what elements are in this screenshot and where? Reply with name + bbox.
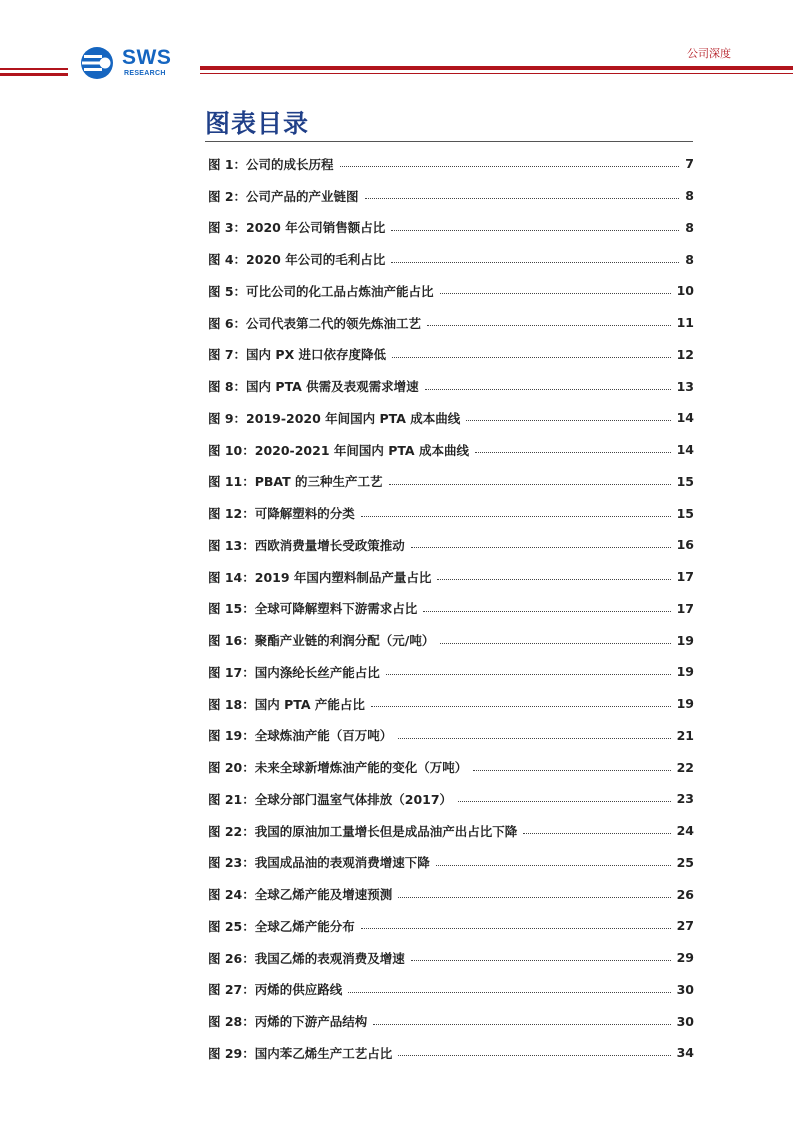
dot-leader [386, 660, 671, 675]
dot-leader [361, 914, 671, 929]
toc-entry-page-number: 11 [676, 315, 694, 331]
toc-entry-page-number: 30 [676, 981, 694, 997]
toc-entry-label: 图 8：国内 PTA 供需及表观需求增速 [208, 379, 419, 395]
toc-entry[interactable] [208, 783, 694, 815]
dot-leader [425, 375, 671, 390]
toc-entry-page-number: 19 [676, 632, 694, 648]
dot-leader [427, 311, 671, 326]
toc-entry-label: 图 13：西欧消费量增长受政策推动 [208, 537, 405, 553]
logo-subtext: RESEARCH [124, 70, 166, 77]
toc-entry-page-number: 8 [685, 188, 694, 204]
toc-entry-page-number: 25 [676, 854, 694, 870]
dot-leader [423, 597, 670, 612]
dot-leader [437, 565, 670, 580]
toc-entry-page-number: 10 [676, 283, 694, 299]
toc-entry-page-number: 8 [685, 251, 694, 267]
toc-entry[interactable] [208, 307, 694, 339]
toc-entry[interactable] [208, 847, 694, 879]
toc-entry-label: 图 18：国内 PTA 产能占比 [208, 696, 365, 712]
toc-entry-page-number: 24 [676, 823, 694, 839]
toc-entry[interactable] [208, 720, 694, 752]
toc-entry-label: 图 5：可比公司的化工品占炼油产能占比 [208, 283, 434, 299]
toc-entry[interactable] [208, 339, 694, 371]
toc-entry-label: 图 27：丙烯的供应路线 [208, 982, 343, 998]
page-title: 图表目录 [205, 109, 310, 138]
toc-entry-page-number: 12 [676, 346, 694, 362]
toc-entry-page-number: 17 [676, 600, 694, 616]
dot-leader [436, 851, 671, 866]
toc-entry-label: 图 1：公司的成长历程 [208, 156, 334, 172]
toc-entry[interactable] [208, 910, 694, 942]
toc-entry-label: 图 9：2019-2020 年间国内 PTA 成本曲线 [208, 410, 461, 426]
dot-leader [391, 216, 679, 231]
header-rule-right [200, 66, 793, 70]
toc-entry[interactable] [208, 974, 694, 1006]
dot-leader [473, 756, 670, 771]
dot-leader [458, 787, 671, 802]
dot-leader [440, 629, 670, 644]
toc-entry[interactable] [208, 275, 694, 307]
header-rule-left-thin [0, 73, 68, 76]
dot-leader [411, 533, 671, 548]
toc-entry-page-number: 21 [676, 727, 694, 743]
toc-entry[interactable] [208, 815, 694, 847]
toc-entry-label: 图 4：2020 年公司的毛利占比 [208, 252, 386, 268]
dot-leader [398, 1041, 670, 1056]
toc-entry-label: 图 15：全球可降解塑料下游需求占比 [208, 601, 418, 617]
toc-entry[interactable] [208, 1005, 694, 1037]
toc-entry-page-number: 23 [676, 791, 694, 807]
toc-entry-label: 图 17：国内涤纶长丝产能占比 [208, 664, 380, 680]
toc-entry-page-number: 15 [676, 473, 694, 489]
dot-leader [361, 502, 671, 517]
toc-entry[interactable] [208, 212, 694, 244]
toc-entry[interactable] [208, 1037, 694, 1069]
toc-entry-label: 图 19：全球炼油产能（百万吨） [208, 728, 393, 744]
toc-entry-page-number: 7 [685, 156, 694, 172]
toc-entry-page-number: 14 [676, 442, 694, 458]
toc-entry-label: 图 24：全球乙烯产能及增速预测 [208, 887, 393, 903]
toc-entry-label: 图 25：全球乙烯产能分布 [208, 918, 355, 934]
dot-leader [523, 819, 670, 834]
dot-leader [373, 1010, 670, 1025]
toc-entry-label: 图 21：全球分部门温室气体排放（2017） [208, 791, 453, 807]
toc-entry-label: 图 22：我国的原油加工量增长但是成品油产出占比下降 [208, 823, 518, 839]
toc-entry[interactable] [208, 466, 694, 498]
header-rule-right-thin [200, 73, 793, 74]
toc-entry[interactable] [208, 434, 694, 466]
toc-entry-page-number: 14 [676, 410, 694, 426]
toc-entry[interactable] [208, 942, 694, 974]
toc-entry-label: 图 2：公司产品的产业链图 [208, 188, 359, 204]
toc-entry[interactable] [208, 370, 694, 402]
toc-entry-page-number: 30 [676, 1013, 694, 1029]
toc-entry[interactable] [208, 497, 694, 529]
toc-entry[interactable] [208, 402, 694, 434]
toc-entry[interactable] [208, 688, 694, 720]
dot-leader [398, 724, 670, 739]
toc-entry-label: 图 26：我国乙烯的表观消费及增速 [208, 950, 405, 966]
dot-leader [466, 406, 670, 421]
dot-leader [365, 184, 680, 199]
toc-entry-page-number: 34 [676, 1045, 694, 1061]
toc-entry-page-number: 17 [676, 569, 694, 585]
toc-entry-page-number: 15 [676, 505, 694, 521]
toc-entry[interactable] [208, 243, 694, 275]
toc-entry-page-number: 26 [676, 886, 694, 902]
toc-entry-label: 图 11：PBAT 的三种生产工艺 [208, 474, 383, 490]
toc-entry-label: 图 7：国内 PX 进口依存度降低 [208, 347, 387, 363]
document-type-label: 公司深度 [687, 47, 731, 60]
toc-entry-label: 图 14：2019 年国内塑料制品产量占比 [208, 569, 432, 585]
toc-entry-page-number: 27 [676, 918, 694, 934]
sws-logo [80, 46, 190, 84]
dot-leader [398, 883, 670, 898]
toc-entry[interactable] [208, 878, 694, 910]
toc-entry-label: 图 6：公司代表第二代的领先炼油工艺 [208, 315, 422, 331]
dot-leader [340, 152, 680, 167]
toc-entry-page-number: 19 [676, 696, 694, 712]
toc-entry[interactable] [208, 561, 694, 593]
toc-entry-page-number: 16 [676, 537, 694, 553]
toc-entry-label: 图 12：可降解塑料的分类 [208, 506, 355, 522]
toc-entry-label: 图 10：2020-2021 年间国内 PTA 成本曲线 [208, 442, 469, 458]
toc-entry[interactable] [208, 751, 694, 783]
table-of-figures [208, 148, 694, 1069]
toc-entry-page-number: 22 [676, 759, 694, 775]
dot-leader [440, 279, 671, 294]
toc-entry-label: 图 20：未来全球新增炼油产能的变化（万吨） [208, 760, 468, 776]
toc-entry[interactable] [208, 180, 694, 212]
toc-entry[interactable] [208, 656, 694, 688]
toc-entry[interactable] [208, 624, 694, 656]
toc-entry[interactable] [208, 593, 694, 625]
toc-entry[interactable] [208, 529, 694, 561]
toc-entry-page-number: 8 [685, 219, 694, 235]
toc-entry-page-number: 13 [676, 378, 694, 394]
sws-logo-icon [80, 46, 114, 80]
dot-leader [371, 692, 671, 707]
dot-leader [392, 343, 671, 358]
toc-entry-label: 图 23：我国成品油的表观消费增速下降 [208, 855, 430, 871]
toc-entry-label: 图 3：2020 年公司销售额占比 [208, 220, 386, 236]
toc-entry-page-number: 29 [676, 950, 694, 966]
dot-leader [475, 438, 671, 453]
dot-leader [389, 470, 671, 485]
toc-entry-label: 图 29：国内苯乙烯生产工艺占比 [208, 1045, 393, 1061]
dot-leader [348, 978, 670, 993]
logo-text: SWS [122, 46, 172, 69]
title-divider [205, 141, 693, 142]
header-rule-left [0, 68, 68, 70]
toc-entry-label: 图 16：聚酯产业链的利润分配（元/吨） [208, 633, 435, 649]
toc-entry-page-number: 19 [676, 664, 694, 680]
toc-entry-label: 图 28：丙烯的下游产品结构 [208, 1014, 368, 1030]
dot-leader [411, 946, 671, 961]
dot-leader [391, 248, 679, 263]
toc-entry[interactable] [208, 148, 694, 180]
